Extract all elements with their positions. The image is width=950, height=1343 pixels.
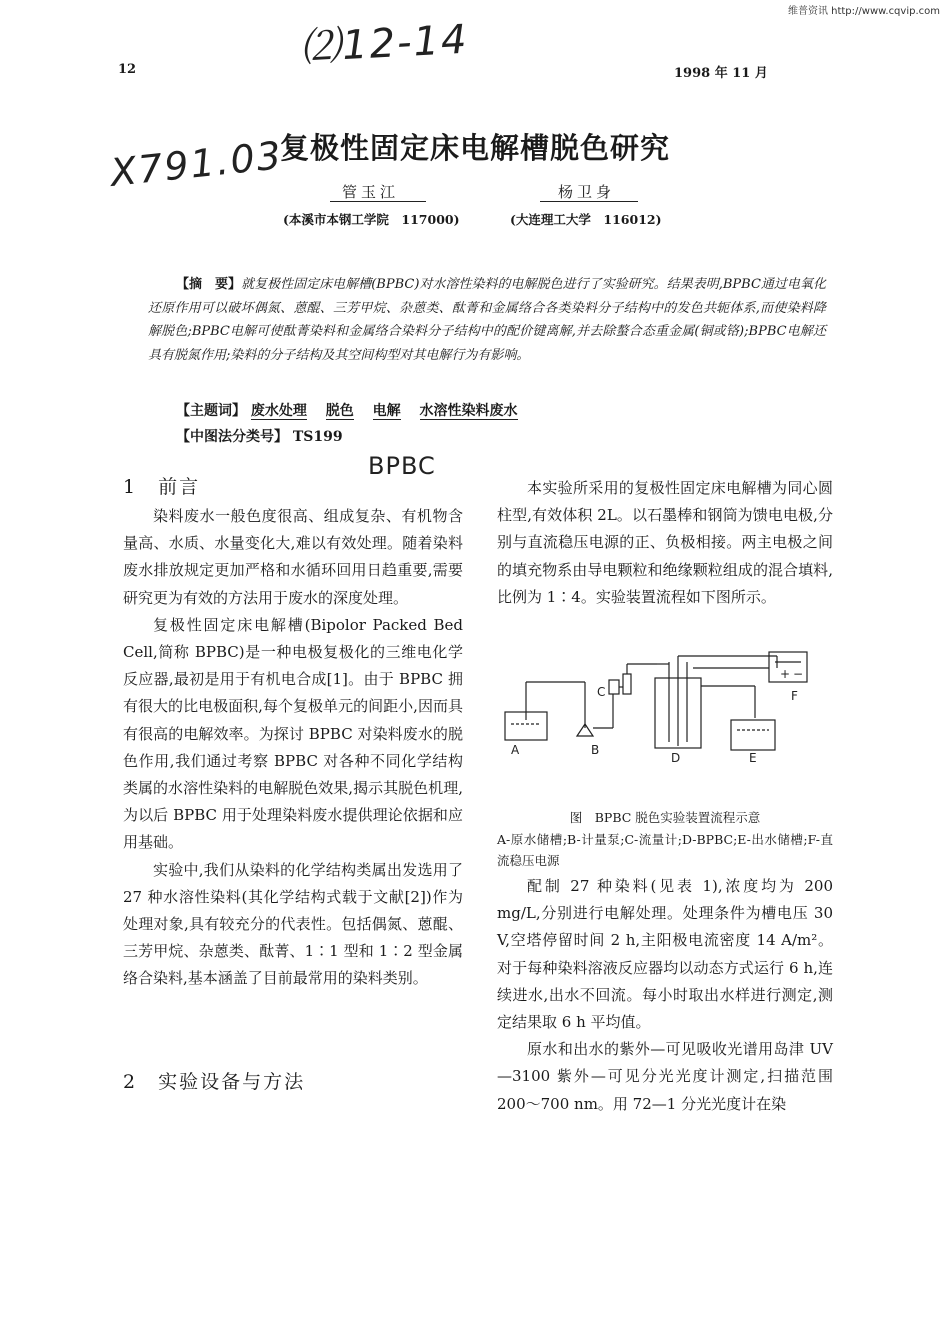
right-column-methods xyxy=(497,873,833,1118)
paragraph: 配制 27 种染料(见表 1),浓度均为 200 mg/L,分别进行电解处理。处理条件为槽电压 30 V,空塔停留时间 2 h,主阳极电流密度 14 A/m²。对于每种染料溶液反应器均以动态方式运行 6 h,连续进水,出水不回流。每小时取出水样进行测定,测定结果取 6 h 平均值。 xyxy=(497,877,833,1032)
author-affiliation: (大连理工大学 116012) xyxy=(510,212,662,227)
author-name: 管玉江 xyxy=(342,183,400,201)
paragraph: 复极性固定床电解槽(Bipolor Packed Bed Cell,简称 BPBC)是一种电极复极化的三维电化学反应器,最初是用于有机电合成[1]。由于 BPBC 拥有很大的比电极面积,每个复极单元的间距小,因而具有很高的电解效率。为探讨 BPBC 对染料废水的脱色作用,我们通过考察 BPBC 对各种不同化学结构类属的水溶性染料的电解脱色效果,揭示其脱色机理,为以后 BPBC 用于处理染料废水提供理论依据和应用基础。 xyxy=(123,615,463,852)
keywords xyxy=(176,400,532,420)
diagram-label-a: A xyxy=(511,743,520,757)
diagram-label-f: F xyxy=(791,689,798,703)
diagram-minus-sign: − xyxy=(793,667,804,681)
page-number: 12 xyxy=(118,62,137,77)
paragraph: 染料废水一般色度很高、组成复杂、有机物含量高、水质、水量变化大,难以有效处理。随着染料废水排放规定更加严格和水循环回用日趋重要,需要研究更为有效的方法用于废水的深度处理。 xyxy=(123,507,463,607)
handwritten-top-note: ⑵12-14 xyxy=(299,16,470,72)
keyword-term: 废水处理 xyxy=(250,403,307,419)
keyword-term: 水溶性染料废水 xyxy=(419,403,518,419)
section-2-heading xyxy=(123,1069,463,1097)
section-heading: 1 前言 xyxy=(123,476,201,498)
abstract-text: 就复极性固定床电解槽(BPBC)对水溶性染料的电解脱色进行了实验研究。结果表明,BPBC通过电氧化还原作用可以破坏偶氮、蒽醌、三芳甲烷、杂蒽类、酞菁和金属络合各类染料分子结构中的发色共轭体系,而使染料降解脱色;BPBC电解可使酞菁染料和金属络合染料分子结构中的配价键离解,并去除螯合态重金属(铜或铬);BPBC电解还具有脱氮作用;染料的分子结构及其空间构型对其电解行为有影响。 xyxy=(148,277,826,363)
classification-number xyxy=(176,426,343,446)
diagram-label-e: E xyxy=(749,751,757,765)
effluent-tank xyxy=(731,720,775,750)
handwritten-bpbc-note: BPBC xyxy=(368,452,436,480)
section-heading: 2 实验设备与方法 xyxy=(123,1071,306,1093)
author-affiliation: (本溪市本钢工学院 117000) xyxy=(283,212,460,227)
diagram-label-b: B xyxy=(591,743,600,757)
paper-title: 复极性固定床电解槽脱色研究 xyxy=(279,131,670,165)
diagram-label-c: C xyxy=(597,685,606,699)
watermark: 维普资讯 http://www.cqvip.com xyxy=(787,6,940,17)
abstract xyxy=(148,273,826,367)
author-underline xyxy=(540,201,638,202)
figure-caption: 图 BPBC 脱色实验装置流程示意 xyxy=(569,810,761,825)
section-1-body xyxy=(123,503,463,993)
paragraph: 实验中,我们从染料的化学结构类属出发选用了 27 种水溶性染料(其化学结构式载于文献[2])作为处理对象,具有较充分的代表性。包括偶氮、蒽醌、三芳甲烷、杂蒽类、酞菁、1∶1 型和 1∶2 型金属络合染料,基本涵盖了目前最常用的染料类别。 xyxy=(123,860,463,988)
keyword-term: 电解 xyxy=(372,403,401,419)
paragraph: 本实验所采用的复极性固定床电解槽为同心圆柱型,有效体积 2L。以石墨棒和钢筒为馈电电极,分别与直流稳压电源的正、负极相接。两主电极之间的填充物系由导电颗粒和绝缘颗粒组成的混合填料,比例为 1∶4。实验装置流程如下图所示。 xyxy=(497,479,833,606)
diagram-plus-sign: + xyxy=(780,667,791,681)
figure-legend: A-原水储槽;B-计量泵;C-流量计;D-BPBC;E-出水储槽;F-直流稳压电源 xyxy=(497,832,833,868)
handwritten-side-note: X791.03 xyxy=(108,133,285,195)
keyword-term: 脱色 xyxy=(325,403,354,419)
apparatus-diagram xyxy=(497,642,833,768)
flowmeter xyxy=(609,680,619,694)
paragraph: 原水和出水的紫外—可见吸收光谱用岛津 UV—3100 紫外—可见分光光度计测定,扫描范围 200～700 nm。用 72—1 分光光度计在染 xyxy=(497,1040,833,1113)
keywords-label: 【主题词】 xyxy=(176,403,246,419)
section-1-heading xyxy=(123,474,463,502)
abstract-label: 【摘 要】 xyxy=(176,277,242,292)
clc-label: 【中图法分类号】 xyxy=(176,429,288,445)
author-underline xyxy=(330,201,426,202)
clc-value: TS199 xyxy=(292,429,343,445)
author-name: 杨卫身 xyxy=(558,183,616,201)
right-column-intro xyxy=(497,475,833,611)
issue-date: 1998 年 11 月 xyxy=(674,66,768,81)
diagram-label-d: D xyxy=(671,751,681,765)
